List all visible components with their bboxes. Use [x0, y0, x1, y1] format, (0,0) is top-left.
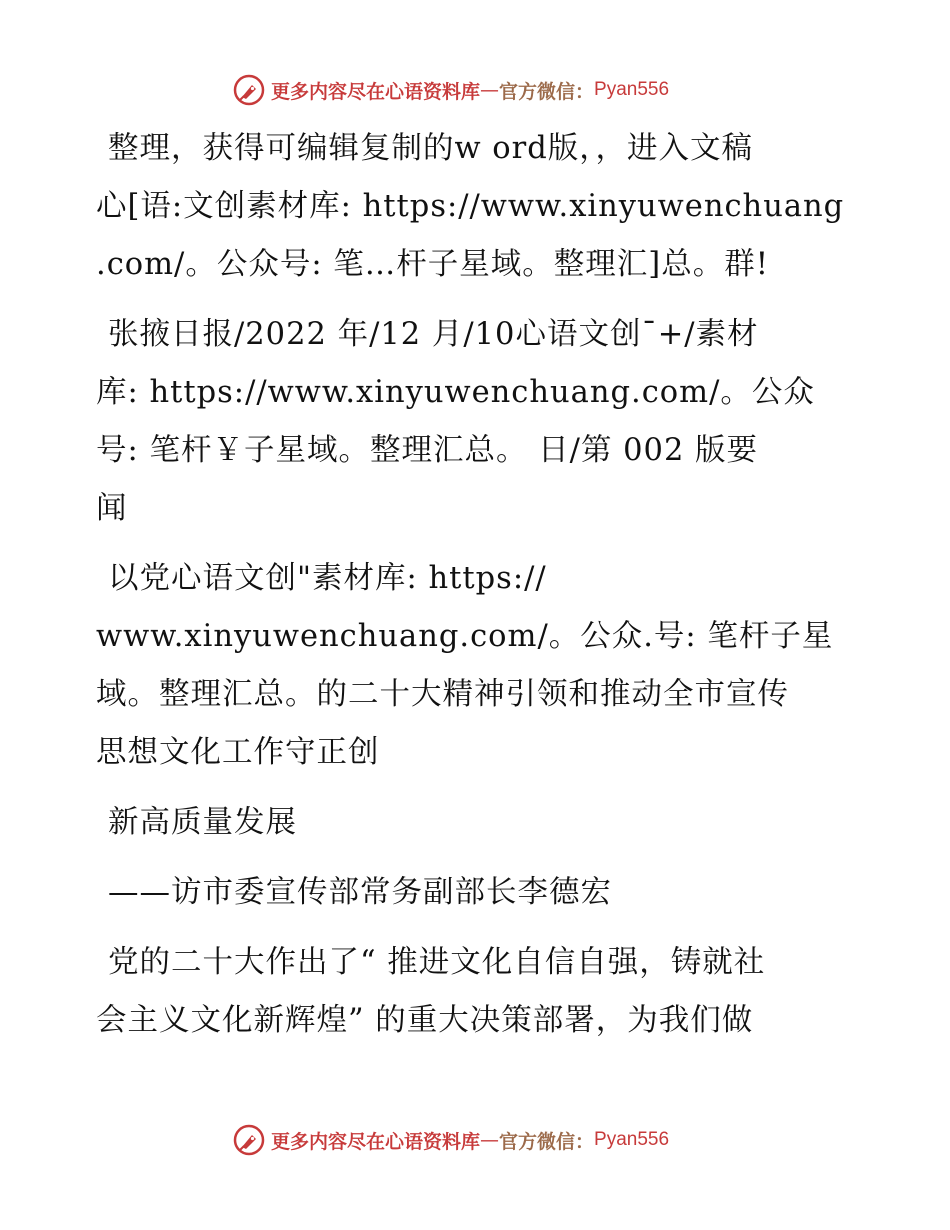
- paragraph-2: [96, 306, 856, 538]
- paragraph-1: [96, 120, 856, 294]
- text-line: 号: 笔杆￥子星域。整理汇总。 日/第 002 版要: [96, 433, 759, 468]
- banner-dash: —: [480, 1129, 500, 1151]
- document-body: [96, 120, 856, 1062]
- banner-wechat-label: 官方微信：: [499, 80, 595, 103]
- text-line: 张掖日报/2022 年/12 月/10心语文创¯+/素材: [108, 317, 759, 352]
- text-line: 会主义文化新辉煌” 的重大决策部署，为我们做: [96, 1003, 754, 1038]
- text-line: 以党心语文创"素材库: https://: [108, 561, 547, 596]
- article-title: [96, 794, 856, 852]
- banner-wechat-id: Pyan556: [594, 79, 670, 100]
- footer-banner: [233, 1122, 753, 1158]
- text-line: 心[语:文创素材库: https://www.xinyuwenchuang: [96, 189, 845, 224]
- pen-nib-logo-icon: [233, 74, 265, 106]
- text-line: www.xinyuwenchuang.com/。公众.号: 笔杆子星: [96, 619, 834, 654]
- text-line: 新高质量发展: [108, 805, 297, 840]
- text-line: 思想文化工作守正创: [96, 735, 380, 770]
- paragraph-body: [96, 934, 856, 1050]
- banner-wechat-id: Pyan556: [594, 1129, 670, 1150]
- banner-title: 更多内容尽在心语资料库: [271, 80, 481, 103]
- text-line: 域。整理汇总。的二十大精神引领和推动全市宣传: [96, 677, 789, 712]
- text-line: .com/。公众号: 笔…杆子星域。整理汇]总。群!: [96, 247, 769, 282]
- article-subtitle: [96, 864, 856, 922]
- header-banner: [233, 72, 753, 108]
- text-line: 党的二十大作出了“ 推进文化自信自强，铸就社: [108, 945, 766, 980]
- text-line: 闻: [96, 491, 128, 526]
- text-line: 库: https://www.xinyuwenchuang.com/。公众: [96, 375, 815, 410]
- paragraph-3: [96, 550, 856, 782]
- banner-title: 更多内容尽在心语资料库: [271, 1130, 481, 1153]
- text-line: ——访市委宣传部常务副部长李德宏: [108, 875, 612, 910]
- banner-dash: —: [480, 79, 500, 101]
- banner-wechat-label: 官方微信：: [499, 1130, 595, 1153]
- text-line: 整理，获得可编辑复制的w ord版，，进入文稿: [108, 131, 754, 166]
- pen-nib-logo-icon: [233, 1124, 265, 1156]
